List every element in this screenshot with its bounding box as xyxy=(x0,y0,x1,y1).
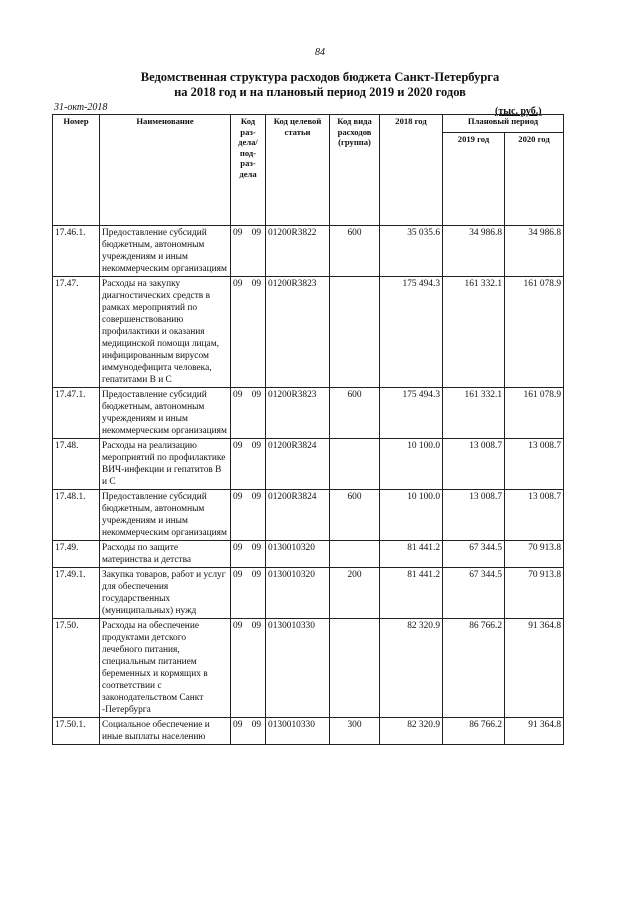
row-number: 17.48. xyxy=(53,439,100,490)
table-row xyxy=(53,568,564,619)
row-amount-2020: 70 913.8 xyxy=(505,568,564,619)
row-target-code: 0130010330 xyxy=(266,619,330,718)
document-date: 31-окт-2018 xyxy=(54,102,108,113)
row-section-code: 09 09 xyxy=(231,490,266,541)
row-amount-2018: 82 320.9 xyxy=(380,619,443,718)
table-row xyxy=(53,619,564,718)
row-amount-2020: 91 364.8 xyxy=(505,718,564,745)
document-title xyxy=(0,70,640,100)
header-target: Код целевой статьи xyxy=(266,115,330,226)
row-amount-2018: 81 441.2 xyxy=(380,541,443,568)
row-amount-2020: 13 008.7 xyxy=(505,490,564,541)
row-amount-2018: 35 035.6 xyxy=(380,226,443,277)
row-amount-2018: 10 100.0 xyxy=(380,490,443,541)
page-number: 84 xyxy=(315,47,325,58)
row-expense-type: 600 xyxy=(330,490,380,541)
table-row xyxy=(53,439,564,490)
row-target-code: 0130010320 xyxy=(266,568,330,619)
row-name: Расходы на закупку диагностических средств в рамках мероприятий по совершенствованию профилактики и оказания медицинской помощи лицам, инфицированным вирусом иммунодефицита человека, гепатитами В и С xyxy=(100,277,231,388)
row-amount-2020: 161 078.9 xyxy=(505,277,564,388)
row-target-code: 01200R3822 xyxy=(266,226,330,277)
row-amount-2018: 10 100.0 xyxy=(380,439,443,490)
row-expense-type xyxy=(330,619,380,718)
row-target-code: 0130010320 xyxy=(266,541,330,568)
row-target-code: 0130010330 xyxy=(266,718,330,745)
row-number: 17.46.1. xyxy=(53,226,100,277)
row-amount-2018: 175 494.3 xyxy=(380,277,443,388)
table-row xyxy=(53,388,564,439)
row-target-code: 01200R3824 xyxy=(266,490,330,541)
row-name: Предоставление субсидий бюджетным, автономным учреждениям и иным некоммерческим организациям xyxy=(100,388,231,439)
row-number: 17.49. xyxy=(53,541,100,568)
table-row xyxy=(53,718,564,745)
row-expense-type: 200 xyxy=(330,568,380,619)
table-row xyxy=(53,541,564,568)
row-section-code: 09 09 xyxy=(231,277,266,388)
row-number: 17.50. xyxy=(53,619,100,718)
row-amount-2018: 81 441.2 xyxy=(380,568,443,619)
row-section-code: 09 09 xyxy=(231,439,266,490)
row-number: 17.50.1. xyxy=(53,718,100,745)
table-row xyxy=(53,490,564,541)
row-amount-2020: 91 364.8 xyxy=(505,619,564,718)
units-label: (тыс. руб.) xyxy=(495,106,542,117)
row-expense-type: 600 xyxy=(330,226,380,277)
table-row xyxy=(53,277,564,388)
budget-table xyxy=(52,114,564,745)
row-amount-2019: 13 008.7 xyxy=(443,490,505,541)
row-section-code: 09 09 xyxy=(231,388,266,439)
row-expense-type: 300 xyxy=(330,718,380,745)
row-expense-type xyxy=(330,277,380,388)
row-amount-2020: 34 986.8 xyxy=(505,226,564,277)
row-amount-2019: 161 332.1 xyxy=(443,277,505,388)
row-amount-2019: 86 766.2 xyxy=(443,619,505,718)
row-name: Расходы на обеспечение продуктами детского лечебного питания, специальным питанием беременных и кормящих в соответствии с законодательством Санкт -Петербурга xyxy=(100,619,231,718)
row-amount-2019: 86 766.2 xyxy=(443,718,505,745)
row-name: Расходы на реализацию мероприятий по профилактике ВИЧ-инфекции и гепатитов В и С xyxy=(100,439,231,490)
header-vid: Код вида расходов (группа) xyxy=(330,115,380,226)
row-amount-2019: 161 332.1 xyxy=(443,388,505,439)
title-line-2: на 2018 год и на плановый период 2019 и 2020 годов xyxy=(174,85,466,99)
row-amount-2020: 70 913.8 xyxy=(505,541,564,568)
header-name: Наименование xyxy=(100,115,231,226)
row-target-code: 01200R3823 xyxy=(266,388,330,439)
row-expense-type xyxy=(330,541,380,568)
row-expense-type xyxy=(330,439,380,490)
row-section-code: 09 09 xyxy=(231,619,266,718)
row-amount-2019: 34 986.8 xyxy=(443,226,505,277)
row-name: Социальное обеспечение и иные выплаты населению xyxy=(100,718,231,745)
row-section-code: 09 09 xyxy=(231,568,266,619)
row-number: 17.49.1. xyxy=(53,568,100,619)
row-number: 17.47. xyxy=(53,277,100,388)
row-amount-2018: 175 494.3 xyxy=(380,388,443,439)
row-amount-2019: 67 344.5 xyxy=(443,568,505,619)
row-expense-type: 600 xyxy=(330,388,380,439)
row-target-code: 01200R3823 xyxy=(266,277,330,388)
row-name: Предоставление субсидий бюджетным, автономным учреждениям и иным некоммерческим организациям xyxy=(100,226,231,277)
table-row xyxy=(53,226,564,277)
row-amount-2019: 13 008.7 xyxy=(443,439,505,490)
row-number: 17.48.1. xyxy=(53,490,100,541)
title-line-1: Ведомственная структура расходов бюджета Санкт-Петербурга xyxy=(140,70,500,84)
row-section-code: 09 09 xyxy=(231,718,266,745)
row-amount-2019: 67 344.5 xyxy=(443,541,505,568)
header-plan-period: Плановый период xyxy=(443,115,564,133)
row-section-code: 09 09 xyxy=(231,226,266,277)
row-name: Закупка товаров, работ и услуг для обеспечения государственных (муниципальных) нужд xyxy=(100,568,231,619)
row-amount-2018: 82 320.9 xyxy=(380,718,443,745)
row-number: 17.47.1. xyxy=(53,388,100,439)
row-target-code: 01200R3824 xyxy=(266,439,330,490)
row-amount-2020: 13 008.7 xyxy=(505,439,564,490)
row-name: Предоставление субсидий бюджетным, автономным учреждениям и иным некоммерческим организациям xyxy=(100,490,231,541)
row-amount-2020: 161 078.9 xyxy=(505,388,564,439)
row-name: Расходы по защите материнства и детства xyxy=(100,541,231,568)
header-2018: 2018 год xyxy=(380,115,443,226)
header-razdel: Код раз- дела/ под- раз- дела xyxy=(231,115,266,226)
header-number: Номер xyxy=(53,115,100,226)
header-2020: 2020 год xyxy=(505,133,564,226)
header-2019: 2019 год xyxy=(443,133,505,226)
row-section-code: 09 09 xyxy=(231,541,266,568)
